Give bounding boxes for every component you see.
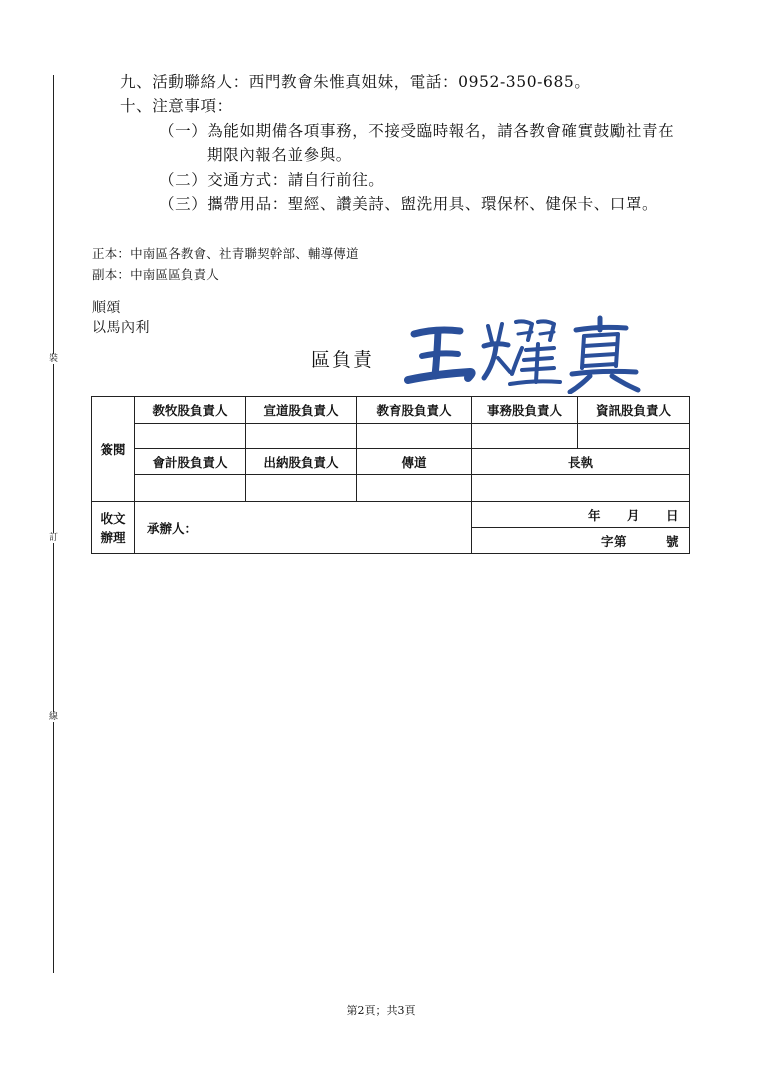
copy-recipients: 副本：中南區區負責人	[92, 267, 220, 282]
signature-title: 區負責	[311, 349, 375, 371]
role-evangelism-head: 宣道股負責人	[246, 397, 357, 424]
role-information-head: 資訊股負責人	[578, 397, 690, 424]
signature-box	[578, 424, 690, 449]
signature-box	[357, 424, 472, 449]
role-cashier-head: 出納股負責人	[246, 449, 357, 475]
binding-mark-xian: 線	[49, 712, 59, 722]
handler-label: 承辦人：	[135, 502, 472, 554]
signature-box	[246, 424, 357, 449]
review-section-label: 簽閱	[92, 397, 135, 502]
closing-greeting: 順頌	[92, 300, 121, 316]
signature-box	[472, 424, 578, 449]
note-registration-line1: （一）為能如期備各項事務，不接受臨時報名，請各教會確實鼓勵社青在	[159, 122, 675, 140]
note-registration-line2: 期限內報名並參與。	[207, 146, 352, 164]
signature-box	[135, 475, 246, 502]
handwritten-signature	[404, 312, 644, 394]
role-accounting-head: 會計股負責人	[135, 449, 246, 475]
signature-box	[246, 475, 357, 502]
binding-margin-line	[53, 75, 54, 973]
note-items-to-bring: （三）攜帶用品：聖經、讚美詩、盥洗用具、環保杯、健保卡、口罩。	[159, 195, 659, 213]
signature-box	[357, 475, 472, 502]
binding-mark-zhuang: 裝	[49, 354, 59, 364]
role-preacher: 傳道	[357, 449, 472, 475]
role-elders: 長執	[472, 449, 690, 475]
contact-person-item: 九、活動聯絡人：西門教會朱惟真姐妹，電話：0952-350-685。	[120, 73, 591, 91]
page-number: 第2頁；共3頁	[346, 1004, 416, 1017]
document-reference-number: 字第 號	[472, 528, 690, 554]
receive-label-line1: 收文	[100, 510, 126, 526]
signoff-table	[91, 396, 690, 554]
main-recipients: 正本：中南區各教會、社青聯契幹部、輔導傳道	[92, 246, 359, 261]
role-affairs-head: 事務股負責人	[472, 397, 578, 424]
signature-box	[135, 424, 246, 449]
notes-heading: 十、注意事項：	[120, 97, 233, 115]
closing-blessing: 以馬內利	[92, 320, 150, 336]
signature-box	[472, 475, 690, 502]
role-pastoral-head: 教牧股負責人	[135, 397, 246, 424]
binding-mark-ding: 訂	[49, 533, 59, 543]
receive-section-label	[92, 502, 135, 554]
note-transport: （二）交通方式：請自行前往。	[159, 171, 385, 189]
receive-date: 年 月 日	[472, 502, 690, 528]
receive-label-line2: 辦理	[100, 529, 126, 545]
role-education-head: 教育股負責人	[357, 397, 472, 424]
